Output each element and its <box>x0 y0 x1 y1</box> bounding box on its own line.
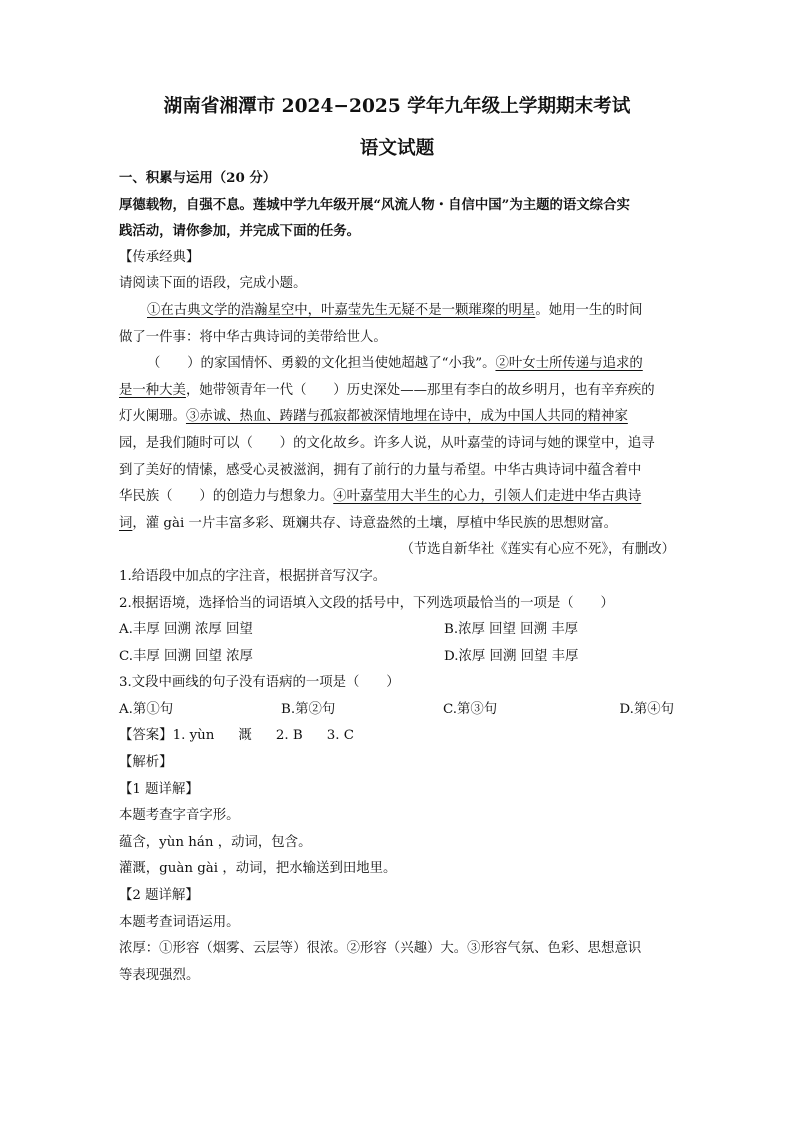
page-subtitle: 语文试题 <box>359 138 435 159</box>
option-d: D.第④句 <box>619 701 674 717</box>
exam-document <box>119 90 675 989</box>
passage-text: （ ）的家国情怀、勇毅的文化担当使她超越了“小我”。 <box>147 356 496 372</box>
reading-passage <box>119 298 675 564</box>
option-a: A.第①句 <box>119 701 174 717</box>
question-3: 3.文段中画线的句子没有语病的一项是（ ） <box>119 675 400 691</box>
section-heading: 一、积累与运用（20 分） <box>119 170 277 186</box>
answer-1-char: 溉 <box>238 728 252 744</box>
subsection-heading: 【传承经典】 <box>119 249 200 265</box>
passage-line: 到了美好的情愫，感受心灵被滋润，拥有了前行的力量与希望。中华古典诗词中蕴含着中 <box>119 462 642 478</box>
detail-heading-2: 【2 题详解】 <box>119 888 199 904</box>
underlined-sentence-4: 词 <box>119 515 133 531</box>
detail-text: 本题考查词语运用。 <box>119 914 240 930</box>
passage-text: ，她带领青年一代（ ）历史深处——那里有李白的故乡明月，也有辛弃疾的 <box>185 382 655 398</box>
passage-line <box>119 378 675 405</box>
passage-text: ，灌 gài 一片丰富多彩、斑斓共存、诗意盎然的土壤，厚植中华民族的思想财富。 <box>132 515 618 531</box>
answer-2: 2. B <box>275 728 303 744</box>
answer-1: 1. yùn <box>172 728 215 744</box>
page-title: 湖南省湘潭市 2024−2025 学年九年级上学期期末考试 <box>163 96 631 117</box>
passage-line: 园，是我们随时可以（ ）的文化故乡。许多人说，从叶嘉莹的诗词与她的课堂中，追寻 <box>119 435 655 451</box>
underlined-sentence-1: ①在古典文学的浩瀚星空中，叶嘉莹先生无疑不是一颗璀璨的明星 <box>147 302 536 318</box>
passage-line <box>119 511 675 538</box>
passage-line <box>119 351 675 378</box>
option-b: B.第②句 <box>281 701 336 717</box>
passage-line <box>119 298 675 325</box>
section-intro-line: 践活动，请你参加，并完成下面的任务。 <box>119 223 361 240</box>
question-2-options <box>119 644 675 671</box>
underlined-sentence-2: ②叶女士所传递与追求的 <box>495 356 643 372</box>
analysis-label: 【解析】 <box>119 755 173 771</box>
detail-heading-1: 【1 题详解】 <box>119 781 199 797</box>
detail-text: 本题考查字音字形。 <box>119 808 240 824</box>
detail-text: 蕴含，yùn hán ，动词，包含。 <box>119 834 312 850</box>
option-a: A.丰厚 回溯 浓厚 回望 <box>119 622 253 638</box>
detail-text: 浓厚：①形容（烟雾、云层等）很浓。②形容（兴趣）大。③形容气氛、色彩、思想意识 <box>119 941 642 957</box>
passage-line <box>119 484 675 511</box>
underlined-sentence-4: ④叶嘉莹用大半生的心力，引领人们走进中华古典诗 <box>333 489 642 505</box>
underlined-sentence-2: 是一种大美 <box>119 382 186 398</box>
passage-line <box>119 404 675 431</box>
passage-text: 华民族（ ）的创造力与想象力。 <box>119 489 334 505</box>
answer-3: 3. C <box>326 728 354 744</box>
question-1: 1.给语段中加点的字注音，根据拼音写汉字。 <box>119 568 387 584</box>
option-d: D.浓厚 回溯 回望 丰厚 <box>444 648 579 664</box>
answer-label: 【答案】 <box>119 728 173 744</box>
passage-source: （节选自新华社《莲实有心应不死》，有删改） <box>400 542 675 558</box>
underlined-sentence-3: ③赤诚、热血、踌躇与孤寂都被深情地埋在诗中，成为中国人共同的精神家 <box>185 409 628 425</box>
detail-text: 灌溉，guàn gài ，动词，把水输送到田地里。 <box>119 861 397 877</box>
section-intro-line: 厚德载物，自强不息。莲城中学九年级开展“风流人物・自信中国”为主题的语文综合实 <box>119 196 630 213</box>
option-c: C.第③句 <box>443 701 498 717</box>
question-2: 2.根据语境，选择恰当的词语填入文段的括号中，下列选项最恰当的一项是（ ） <box>119 595 614 611</box>
instruction-text: 请阅读下面的语段，完成小题。 <box>119 276 307 292</box>
passage-line: 做了一件事：将中华古典诗词的美带给世人。 <box>119 329 387 345</box>
option-c: C.丰厚 回溯 回望 浓厚 <box>119 648 253 664</box>
question-3-options <box>119 697 675 724</box>
passage-text: 灯火阑珊。 <box>119 409 186 425</box>
detail-text: 等表现强烈。 <box>119 967 200 983</box>
question-2-options <box>119 617 675 644</box>
passage-text: 。她用一生的时间 <box>535 302 643 318</box>
option-b: B.浓厚 回望 回溯 丰厚 <box>444 622 578 638</box>
answer-line <box>119 723 675 750</box>
